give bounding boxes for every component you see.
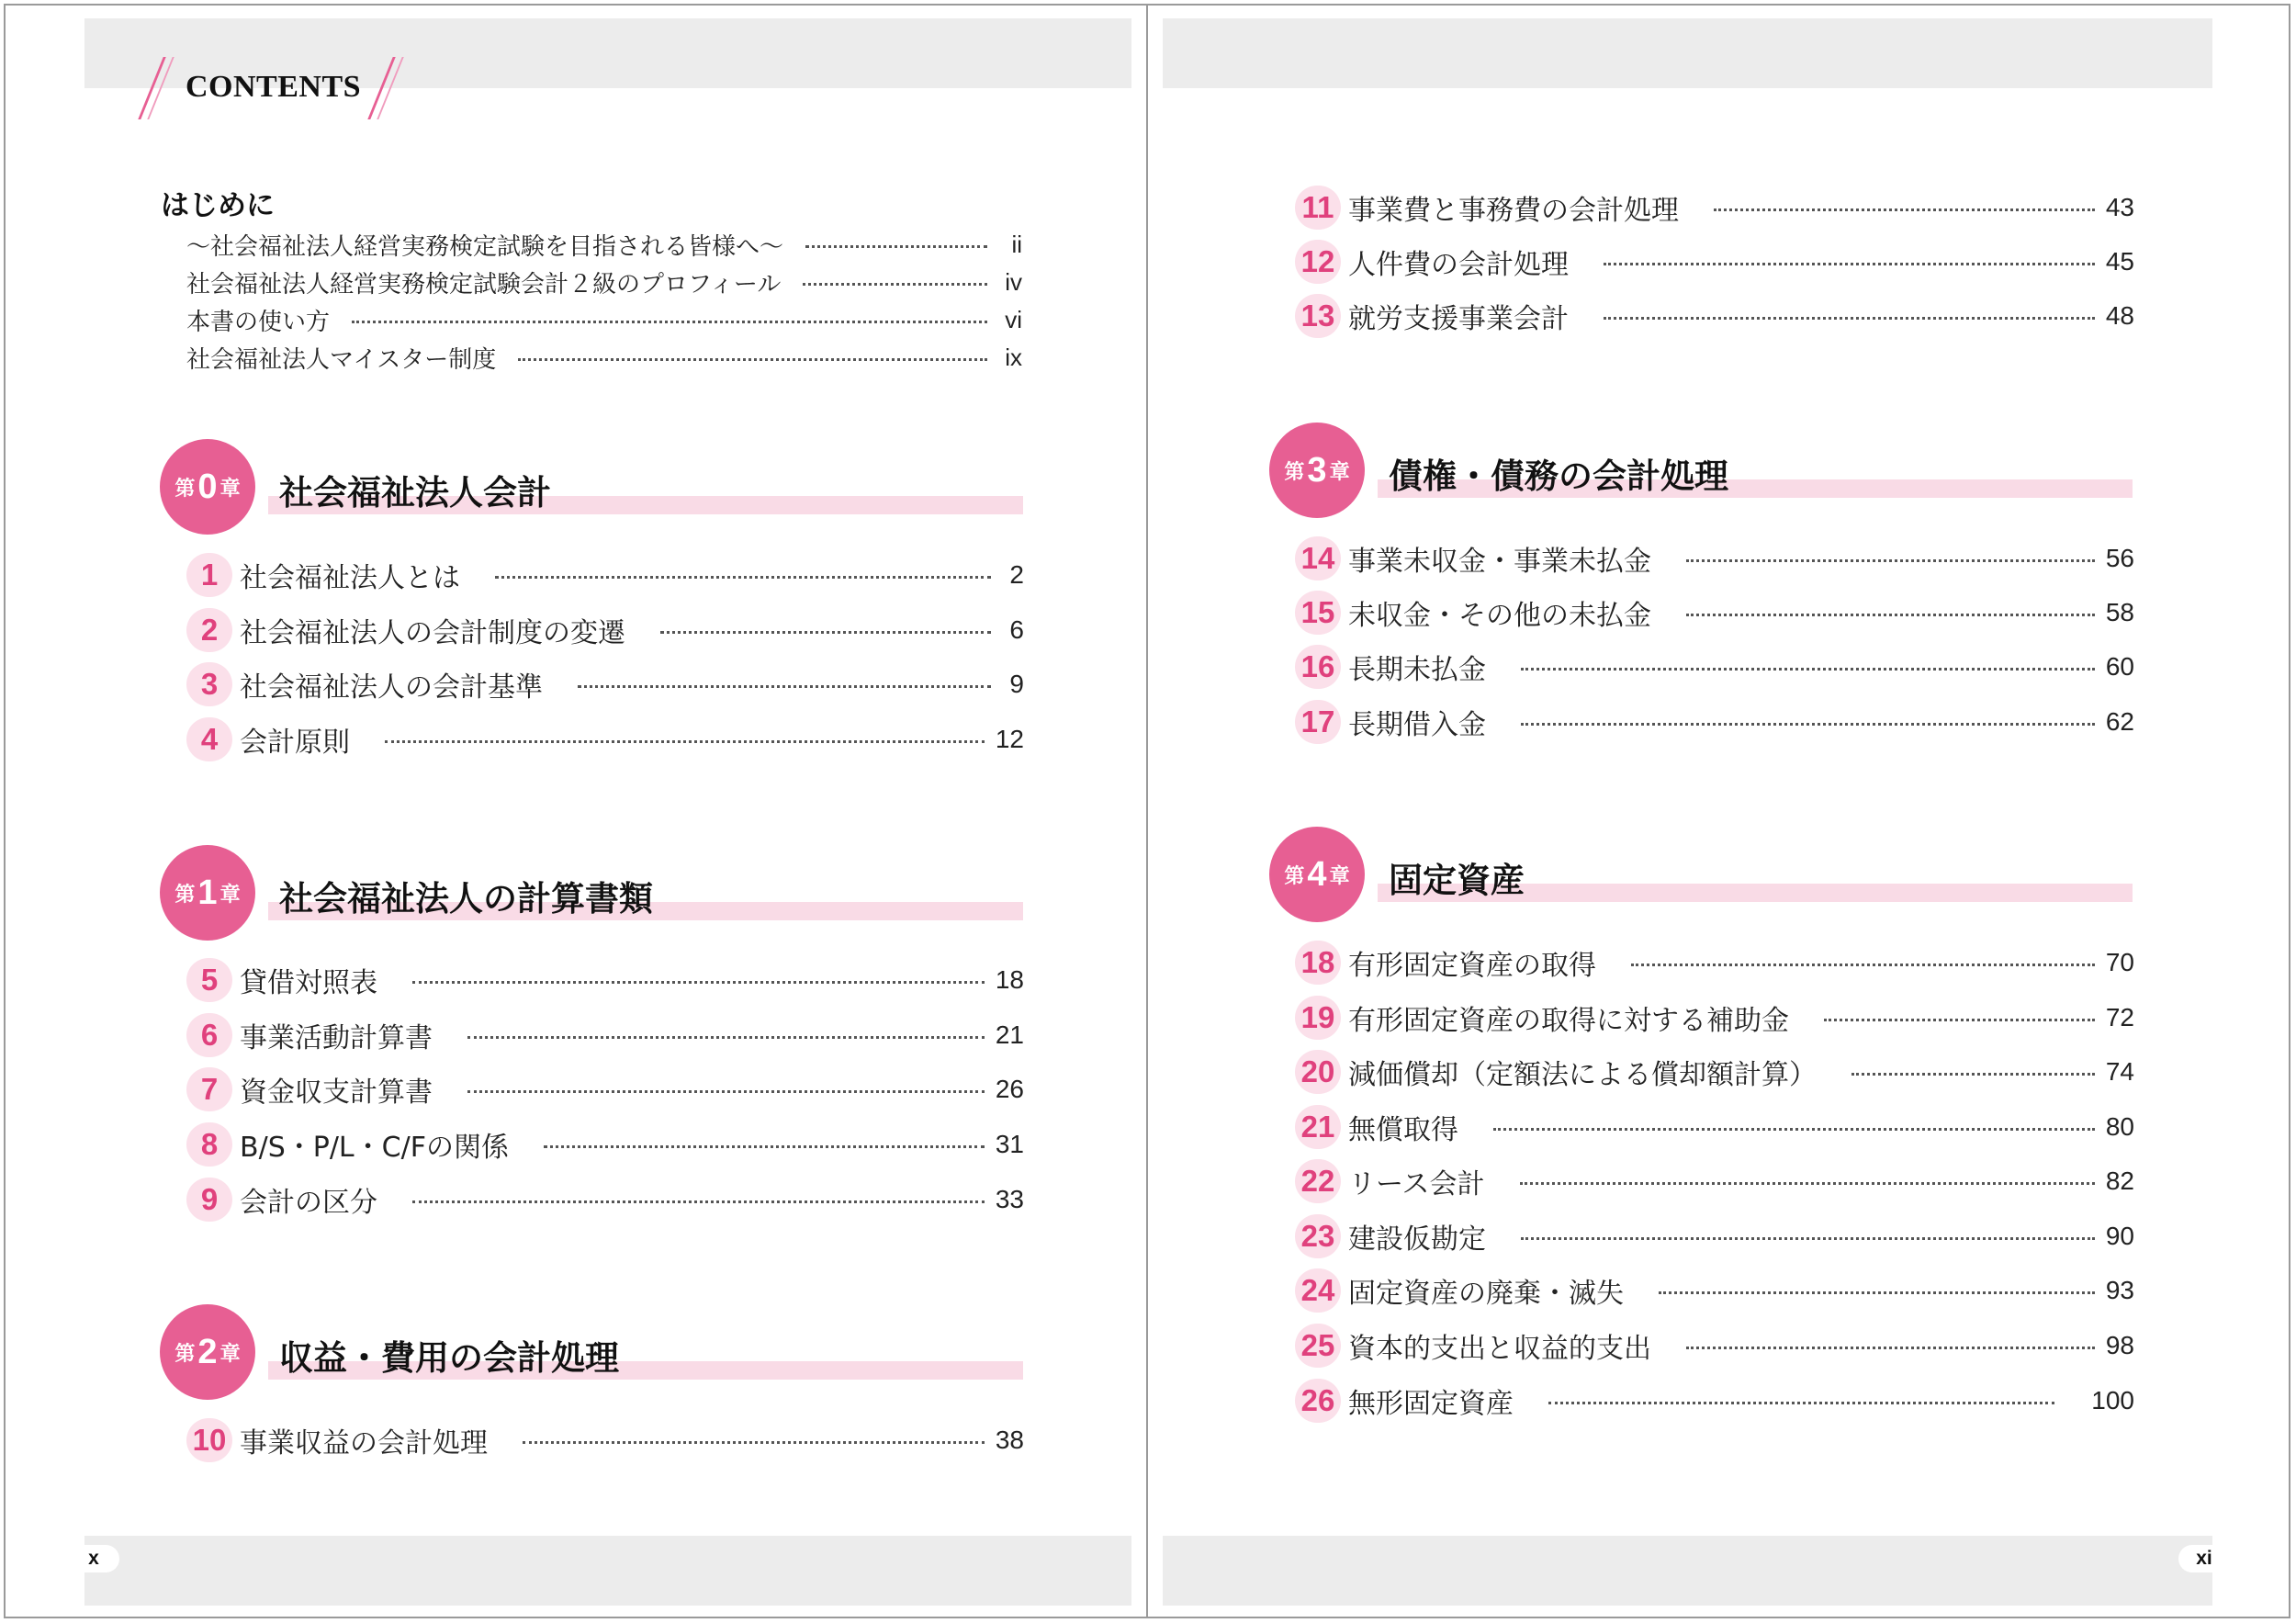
toc-entry[interactable] <box>1295 1048 2134 1096</box>
dot-leader <box>412 1200 985 1203</box>
section-number: 26 <box>1295 1379 1341 1423</box>
section-page: 60 <box>2105 652 2134 681</box>
toc-entry[interactable] <box>1295 1103 2134 1151</box>
section-page: 62 <box>2105 707 2134 736</box>
chapter-4-heading[interactable] <box>1269 827 2133 926</box>
section-number: 5 <box>186 958 232 1002</box>
left-bottom-band <box>84 1536 1131 1606</box>
dot-leader <box>1604 263 2095 265</box>
section-number: 21 <box>1295 1105 1341 1149</box>
section-title: 社会福祉法人の会計基準 <box>240 671 543 704</box>
dot-leader <box>1548 1402 2054 1404</box>
section-number: 23 <box>1295 1214 1341 1258</box>
toc-entry[interactable] <box>186 1176 1024 1223</box>
section-title: 資金収支計算書 <box>240 1076 433 1109</box>
section-number: 1 <box>186 553 232 597</box>
chapter-2-heading[interactable] <box>160 1304 1023 1403</box>
section-page: 9 <box>1009 670 1024 698</box>
intro-item-title: 社会福祉法人マイスター制度 <box>186 345 497 374</box>
section-page: 58 <box>2105 598 2134 626</box>
section-number: 7 <box>186 1067 232 1111</box>
chapter-badge: 第 4 章 <box>1269 827 1365 922</box>
intro-item[interactable] <box>186 227 1022 262</box>
right-top-band <box>1163 18 2212 88</box>
section-number: 19 <box>1295 996 1341 1040</box>
section-number: 8 <box>186 1122 232 1167</box>
section-title: 無形固定資産 <box>1348 1388 1514 1420</box>
section-page: 31 <box>995 1130 1024 1158</box>
dot-leader <box>467 1036 985 1039</box>
section-number: 17 <box>1295 700 1341 744</box>
toc-entry[interactable] <box>1295 698 2134 746</box>
dot-leader <box>352 321 987 323</box>
left-page-number: x <box>68 1545 119 1572</box>
section-page: 26 <box>995 1075 1024 1103</box>
section-page: 74 <box>2105 1057 2134 1086</box>
dot-leader <box>1631 964 2095 966</box>
intro-item-page: vi <box>1005 305 1022 333</box>
section-title: 減価償却（定額法による償却額計算） <box>1348 1059 1817 1091</box>
intro-item-title: 本書の使い方 <box>186 308 331 336</box>
dot-leader <box>467 1090 985 1093</box>
section-number: 11 <box>1295 186 1341 230</box>
chapter-1-heading[interactable] <box>160 845 1023 944</box>
toc-entry[interactable] <box>1295 184 2134 231</box>
chapter-badge: 第 3 章 <box>1269 423 1365 518</box>
section-title: 社会福祉法人の会計制度の変遷 <box>240 617 625 649</box>
dot-leader <box>1493 1128 2095 1131</box>
dot-leader <box>1686 559 2095 562</box>
section-page: 72 <box>2105 1003 2134 1031</box>
section-title: 未収金・その他の未払金 <box>1348 600 1651 632</box>
section-page: 100 <box>2091 1386 2134 1414</box>
toc-entry[interactable] <box>186 1416 1024 1464</box>
intro-item-title: ～社会福祉法人経営実務検定試験を目指される皆様へ～ <box>186 232 784 261</box>
chapter-title: 社会福祉法人の計算書類 <box>279 879 653 919</box>
chapter-title: 社会福祉法人会計 <box>279 473 551 513</box>
section-number: 25 <box>1295 1324 1341 1368</box>
section-title: 長期未払金 <box>1348 654 1486 686</box>
intro-title: はじめに <box>161 189 275 222</box>
dot-leader <box>523 1441 985 1444</box>
toc-entry[interactable] <box>1295 643 2134 691</box>
dot-leader <box>544 1145 985 1148</box>
section-title: 人件費の会計処理 <box>1348 249 1569 281</box>
section-title: 有形固定資産の取得に対する補助金 <box>1348 1005 1789 1037</box>
intro-item-title: 社会福祉法人経営実務検定試験会計２級のプロフィール <box>186 270 782 299</box>
section-page: 43 <box>2105 193 2134 221</box>
toc-entry[interactable] <box>1295 939 2134 986</box>
section-page: 82 <box>2105 1167 2134 1195</box>
toc-entry[interactable] <box>1295 1377 2134 1425</box>
toc-entry[interactable] <box>1295 1267 2134 1314</box>
section-title: 資本的支出と収益的支出 <box>1348 1333 1651 1365</box>
section-number: 6 <box>186 1013 232 1057</box>
section-number: 3 <box>186 662 232 706</box>
section-page: 18 <box>995 965 1024 994</box>
dot-leader <box>1521 1237 2095 1240</box>
chapter-title: 固定資産 <box>1389 861 1525 900</box>
section-title: 就労支援事業会計 <box>1348 303 1569 335</box>
chapter-title: 債権・債務の会計処理 <box>1389 456 1728 496</box>
right-bottom-band <box>1163 1536 2212 1606</box>
section-page: 12 <box>995 725 1024 753</box>
dot-leader <box>1686 1347 2095 1349</box>
section-number: 22 <box>1295 1159 1341 1203</box>
toc-entry[interactable] <box>186 660 1024 708</box>
section-page: 48 <box>2105 301 2134 330</box>
section-title: 会計の区分 <box>240 1187 377 1219</box>
section-title: 有形固定資産の取得 <box>1348 950 1596 982</box>
section-title: 固定資産の廃棄・滅失 <box>1348 1278 1624 1310</box>
section-title: 事業活動計算書 <box>240 1022 433 1054</box>
dot-leader <box>578 685 991 688</box>
section-title: B/S・P/L・C/Fの関係 <box>240 1132 509 1164</box>
section-title: 建設仮勘定 <box>1348 1223 1486 1256</box>
dot-leader <box>1521 723 2095 726</box>
toc-entry[interactable] <box>1295 994 2134 1042</box>
toc-entry[interactable] <box>1295 292 2134 340</box>
toc-entry[interactable] <box>186 1011 1024 1059</box>
section-number: 9 <box>186 1178 232 1222</box>
section-page: 90 <box>2105 1222 2134 1250</box>
dot-leader <box>1714 209 2095 211</box>
section-page: 80 <box>2105 1112 2134 1141</box>
intro-item-page: iv <box>1005 267 1022 296</box>
section-page: 33 <box>995 1185 1024 1213</box>
dot-leader <box>1659 1291 2095 1294</box>
section-title: リース会計 <box>1348 1168 1485 1200</box>
section-title: 長期借入金 <box>1348 709 1486 741</box>
toc-entry[interactable] <box>186 1065 1024 1113</box>
intro-item[interactable] <box>186 265 1022 299</box>
section-number: 4 <box>186 717 232 761</box>
section-page: 38 <box>995 1426 1024 1454</box>
chapter-badge: 第 1 章 <box>160 845 255 941</box>
dot-leader <box>1824 1019 2095 1021</box>
dot-leader <box>1686 614 2095 616</box>
toc-entry[interactable] <box>1295 589 2134 637</box>
section-number: 10 <box>186 1418 232 1462</box>
section-title: 事業費と事務費の会計処理 <box>1348 195 1679 227</box>
section-page: 2 <box>1009 560 1024 589</box>
dot-leader <box>1520 1182 2095 1185</box>
section-page: 6 <box>1009 615 1024 644</box>
section-page: 45 <box>2105 247 2134 276</box>
toc-entry[interactable] <box>1295 1157 2134 1205</box>
intro-item-page: ix <box>1005 343 1022 371</box>
section-title: 社会福祉法人とは <box>240 562 460 594</box>
dot-leader <box>385 740 985 743</box>
section-page: 56 <box>2105 544 2134 572</box>
dot-leader <box>1604 317 2095 320</box>
section-number: 14 <box>1295 536 1341 580</box>
dot-leader <box>660 631 991 634</box>
section-title: 貸借対照表 <box>240 967 377 999</box>
toc-entry[interactable] <box>186 956 1024 1004</box>
toc-entry[interactable] <box>186 551 1024 599</box>
toc-entry[interactable] <box>186 716 1024 763</box>
section-page: 98 <box>2105 1331 2134 1359</box>
section-number: 24 <box>1295 1268 1341 1313</box>
dot-leader <box>805 245 987 248</box>
section-number: 18 <box>1295 941 1341 985</box>
section-page: 93 <box>2105 1276 2134 1304</box>
toc-entry[interactable] <box>1295 238 2134 286</box>
chapter-0-heading[interactable] <box>160 439 1023 538</box>
toc-entry[interactable] <box>186 1121 1024 1168</box>
section-title: 事業収益の会計処理 <box>240 1427 488 1460</box>
section-number: 15 <box>1295 591 1341 635</box>
intro-item[interactable] <box>186 340 1022 375</box>
dot-leader <box>803 283 987 286</box>
section-page: 21 <box>995 1020 1024 1049</box>
dot-leader <box>412 981 985 984</box>
dot-leader <box>1521 668 2095 671</box>
section-title: 会計原則 <box>240 727 350 759</box>
toc-entry[interactable] <box>186 606 1024 654</box>
contents-title: CONTENTS <box>186 70 362 104</box>
right-page-number: xi <box>2178 1545 2230 1572</box>
toc-entry[interactable] <box>1295 535 2134 582</box>
section-number: 16 <box>1295 645 1341 689</box>
chapter-badge: 第 2 章 <box>160 1304 255 1400</box>
section-page: 70 <box>2105 948 2134 976</box>
chapter-3-heading[interactable] <box>1269 423 2133 522</box>
contents-header <box>138 55 404 119</box>
section-number: 2 <box>186 608 232 652</box>
chapter-title: 収益・費用の会計処理 <box>279 1338 619 1378</box>
dot-leader <box>1851 1073 2095 1076</box>
intro-item[interactable] <box>186 302 1022 337</box>
section-number: 20 <box>1295 1050 1341 1094</box>
section-number: 12 <box>1295 240 1341 284</box>
page-gutter <box>1146 4 1148 1618</box>
dot-leader <box>518 358 987 361</box>
section-title: 無償取得 <box>1348 1114 1458 1146</box>
section-number: 13 <box>1295 294 1341 338</box>
dot-leader <box>495 576 991 579</box>
section-title: 事業未収金・事業未払金 <box>1348 546 1651 578</box>
chapter-badge: 第 0 章 <box>160 439 255 535</box>
intro-item-page: ii <box>1011 230 1022 258</box>
toc-entry[interactable] <box>1295 1212 2134 1260</box>
toc-entry[interactable] <box>1295 1322 2134 1369</box>
